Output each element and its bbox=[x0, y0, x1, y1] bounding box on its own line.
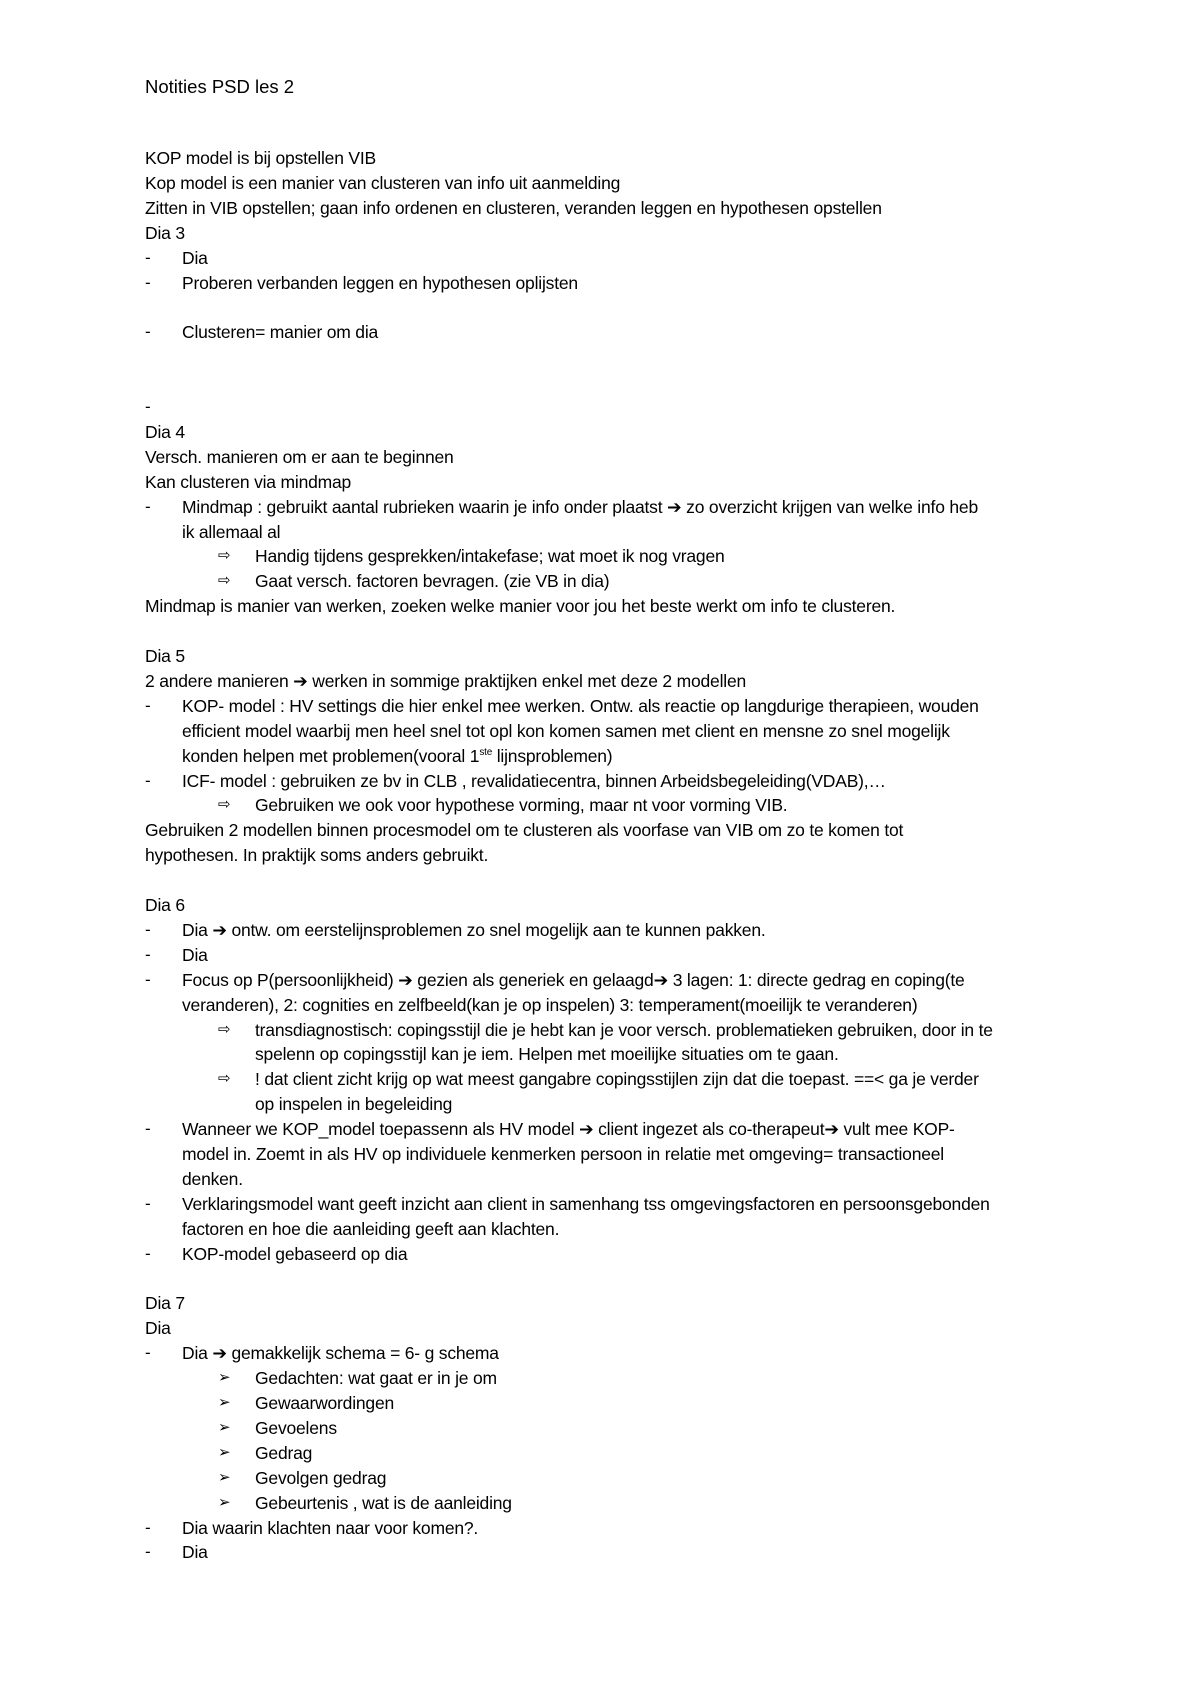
dash-marker: - bbox=[145, 970, 151, 989]
line-text: Gevolgen gedrag bbox=[255, 1468, 387, 1488]
line-text: Clusteren= manier om dia bbox=[182, 322, 379, 342]
text-line bbox=[182, 521, 280, 543]
line-text: denken. bbox=[182, 1169, 243, 1189]
text-line bbox=[182, 247, 208, 269]
ordinal-superscript: ste bbox=[479, 747, 493, 759]
line-text: model in. Zoemt in als HV op individuele kenmerken persoon in relatie met omgeving= transactioneel bbox=[182, 1144, 944, 1164]
line-text: Gevoelens bbox=[255, 1418, 337, 1438]
line-text: Dia ➔ gemakkelijk schema = 6- g schema bbox=[182, 1343, 499, 1363]
text-line bbox=[182, 1342, 499, 1364]
line-text: Focus op P(persoonlijkheid) ➔ gezien als generiek en gelaagd➔ 3 lagen: 1: directe gedrag en coping(te bbox=[182, 970, 965, 990]
arrowhead-bullet-icon: ➢ bbox=[218, 1369, 231, 1386]
line-text: Gaat versch. factoren bevragen. (zie VB in dia) bbox=[255, 571, 610, 591]
arrowhead-bullet-icon: ➢ bbox=[218, 1444, 231, 1461]
text-line bbox=[182, 695, 979, 717]
text-line bbox=[145, 147, 376, 169]
text-line bbox=[145, 1317, 171, 1339]
text-line bbox=[255, 1392, 394, 1414]
dash-marker: - bbox=[145, 1194, 151, 1213]
text-line bbox=[182, 1541, 208, 1563]
text-line bbox=[145, 645, 185, 667]
line-text: Dia 5 bbox=[145, 646, 185, 666]
arrowhead-bullet-icon: ➢ bbox=[218, 1419, 231, 1436]
line-text: ICF- model : gebruiken ze bv in CLB , revalidatiecentra, binnen Arbeidsbegeleiding(VDAB),… bbox=[182, 771, 886, 791]
text-line bbox=[255, 545, 725, 567]
text-line bbox=[145, 446, 454, 468]
text-line bbox=[255, 1019, 993, 1041]
arrowhead-bullet-icon: ➢ bbox=[218, 1494, 231, 1511]
line-text: Mindmap is manier van werken, zoeken welke manier voor jou het beste werkt om info te clusteren. bbox=[145, 596, 896, 616]
text-line bbox=[182, 1118, 955, 1140]
line-text: Gebeurtenis , wat is de aanleiding bbox=[255, 1493, 512, 1513]
page-title: Notities PSD les 2 bbox=[145, 76, 295, 97]
text-line bbox=[255, 570, 609, 592]
text-line bbox=[145, 471, 351, 493]
line-text: Wanneer we KOP_model toepassenn als HV model ➔ client ingezet als co-therapeut➔ vult mee KOP- bbox=[182, 1119, 955, 1139]
text-line bbox=[145, 222, 185, 244]
line-text: Kop model is een manier van clusteren van info uit aanmelding bbox=[145, 173, 621, 193]
arrow-bullet-icon: ⇨ bbox=[218, 572, 231, 589]
text-line bbox=[255, 1492, 512, 1514]
line-text: Dia waarin klachten naar voor komen?. bbox=[182, 1518, 479, 1538]
line-text: Dia 3 bbox=[145, 223, 185, 243]
dash-marker: - bbox=[145, 273, 151, 292]
line-text: KOP model is bij opstellen VIB bbox=[145, 148, 377, 168]
text-line bbox=[182, 1143, 944, 1165]
text-line bbox=[145, 172, 620, 194]
dash-marker: - bbox=[145, 397, 151, 416]
text-line bbox=[182, 720, 950, 742]
text-line bbox=[182, 919, 766, 941]
text-line bbox=[182, 272, 578, 294]
line-text: ! dat client zicht krijg op wat meest gangabre copingsstijlen zijn dat die toepast. ==< ga je verder bbox=[255, 1069, 979, 1089]
text-line bbox=[182, 944, 208, 966]
text-line bbox=[255, 794, 787, 816]
dash-marker: - bbox=[145, 1119, 151, 1138]
dash-marker: - bbox=[145, 1518, 151, 1537]
line-text: Verklaringsmodel want geeft inzicht aan client in samenhang tss omgevingsfactoren en persoonsgebonden bbox=[182, 1194, 990, 1214]
line-text: Zitten in VIB opstellen; gaan info ordenen en clusteren, veranden leggen en hypothesen opstellen bbox=[145, 198, 882, 218]
line-text: Gedrag bbox=[255, 1443, 313, 1463]
line-text: konden helpen met problemen(vooral 1 bbox=[182, 746, 480, 766]
text-line bbox=[182, 1517, 478, 1539]
text-line bbox=[255, 1467, 386, 1489]
line-text: Kan clusteren via mindmap bbox=[145, 472, 352, 492]
line-text: 2 andere manieren ➔ werken in sommige praktijken enkel met deze 2 modellen bbox=[145, 671, 747, 691]
text-line bbox=[255, 1093, 452, 1115]
text-line bbox=[145, 421, 185, 443]
text-line bbox=[182, 321, 378, 343]
line-text: Handig tijdens gesprekken/intakefase; wat moet ik nog vragen bbox=[255, 546, 725, 566]
arrowhead-bullet-icon: ➢ bbox=[218, 1469, 231, 1486]
text-line bbox=[145, 197, 882, 219]
arrow-bullet-icon: ⇨ bbox=[218, 796, 231, 813]
arrow-bullet-icon: ⇨ bbox=[218, 1021, 231, 1038]
text-line bbox=[182, 994, 917, 1016]
line-text: efficient model waarbij men heel snel tot opl kon komen samen met client en mensne zo snel mogelijk bbox=[182, 721, 950, 741]
dash-marker: - bbox=[145, 248, 151, 267]
text-line bbox=[145, 819, 903, 841]
line-text: Mindmap : gebruikt aantal rubrieken waarin je info onder plaatst ➔ zo overzicht krijgen van welke info heb bbox=[182, 497, 978, 517]
dash-marker: - bbox=[145, 1244, 151, 1263]
text-line bbox=[255, 1367, 497, 1389]
text-line bbox=[182, 1193, 990, 1215]
line-text: Versch. manieren om er aan te beginnen bbox=[145, 447, 454, 467]
text-line bbox=[255, 1417, 337, 1439]
text-line bbox=[182, 770, 886, 792]
dash-marker: - bbox=[145, 497, 151, 516]
line-text: Dia ➔ ontw. om eerstelijnsproblemen zo snel mogelijk aan te kunnen pakken. bbox=[182, 920, 766, 940]
line-text: hypothesen. In praktijk soms anders gebruikt. bbox=[145, 845, 489, 865]
line-text: Gedachten: wat gaat er in je om bbox=[255, 1368, 497, 1388]
arrow-bullet-icon: ⇨ bbox=[218, 547, 231, 564]
arrowhead-bullet-icon: ➢ bbox=[218, 1394, 231, 1411]
text-line bbox=[182, 969, 965, 991]
line-text: Proberen verbanden leggen en hypothesen oplijsten bbox=[182, 273, 578, 293]
text-line bbox=[145, 894, 185, 916]
dash-marker: - bbox=[145, 920, 151, 939]
dash-marker: - bbox=[145, 945, 151, 964]
dash-marker: - bbox=[145, 1343, 151, 1362]
dash-marker: - bbox=[145, 1542, 151, 1561]
text-line bbox=[145, 595, 895, 617]
dash-marker: - bbox=[145, 771, 151, 790]
text-line bbox=[255, 1043, 839, 1065]
line-text: veranderen), 2: cognities en zelfbeeld(kan je op inspelen) 3: temperament(moeilijk te veranderen) bbox=[182, 995, 918, 1015]
text-line bbox=[182, 1243, 407, 1265]
line-text-after: lijnsproblemen) bbox=[492, 746, 613, 766]
text-line bbox=[255, 1068, 979, 1090]
line-text: KOP- model : HV settings die hier enkel mee werken. Ontw. als reactie op langdurige therapieen, wouden bbox=[182, 696, 979, 716]
line-text: Gewaarwordingen bbox=[255, 1393, 395, 1413]
line-text: Dia bbox=[182, 248, 208, 268]
text-line bbox=[182, 496, 978, 518]
line-text: factoren en hoe die aanleiding geeft aan klachten. bbox=[182, 1219, 560, 1239]
line-text: Dia 4 bbox=[145, 422, 185, 442]
dash-marker: - bbox=[145, 322, 151, 341]
line-text: Dia bbox=[145, 1318, 171, 1338]
line-text: ik allemaal al bbox=[182, 522, 281, 542]
line-text: Dia bbox=[182, 1542, 208, 1562]
line-text: transdiagnostisch: copingsstijl die je hebt kan je voor versch. problematieken gebruiken, door in te bbox=[255, 1020, 993, 1040]
text-line bbox=[182, 1168, 243, 1190]
line-text: Gebruiken we ook voor hypothese vorming, maar nt voor vorming VIB. bbox=[255, 795, 788, 815]
text-line bbox=[145, 844, 488, 866]
line-text: Dia bbox=[182, 945, 208, 965]
line-text: op inspelen in begeleiding bbox=[255, 1094, 453, 1114]
text-line bbox=[145, 670, 746, 692]
line-text: Dia 7 bbox=[145, 1293, 185, 1313]
text-line bbox=[145, 1292, 185, 1314]
line-text: Dia 6 bbox=[145, 895, 185, 915]
text-line bbox=[182, 1218, 559, 1240]
dash-marker: - bbox=[145, 696, 151, 715]
arrow-bullet-icon: ⇨ bbox=[218, 1070, 231, 1087]
line-text: Gebruiken 2 modellen binnen procesmodel om te clusteren als voorfase van VIB om zo te komen tot bbox=[145, 820, 904, 840]
text-line bbox=[255, 1442, 312, 1464]
line-text: spelenn op copingsstijl kan je iem. Helpen met moeilijke situaties om te gaan. bbox=[255, 1044, 839, 1064]
text-line bbox=[182, 745, 612, 767]
line-text: KOP-model gebaseerd op dia bbox=[182, 1244, 408, 1264]
